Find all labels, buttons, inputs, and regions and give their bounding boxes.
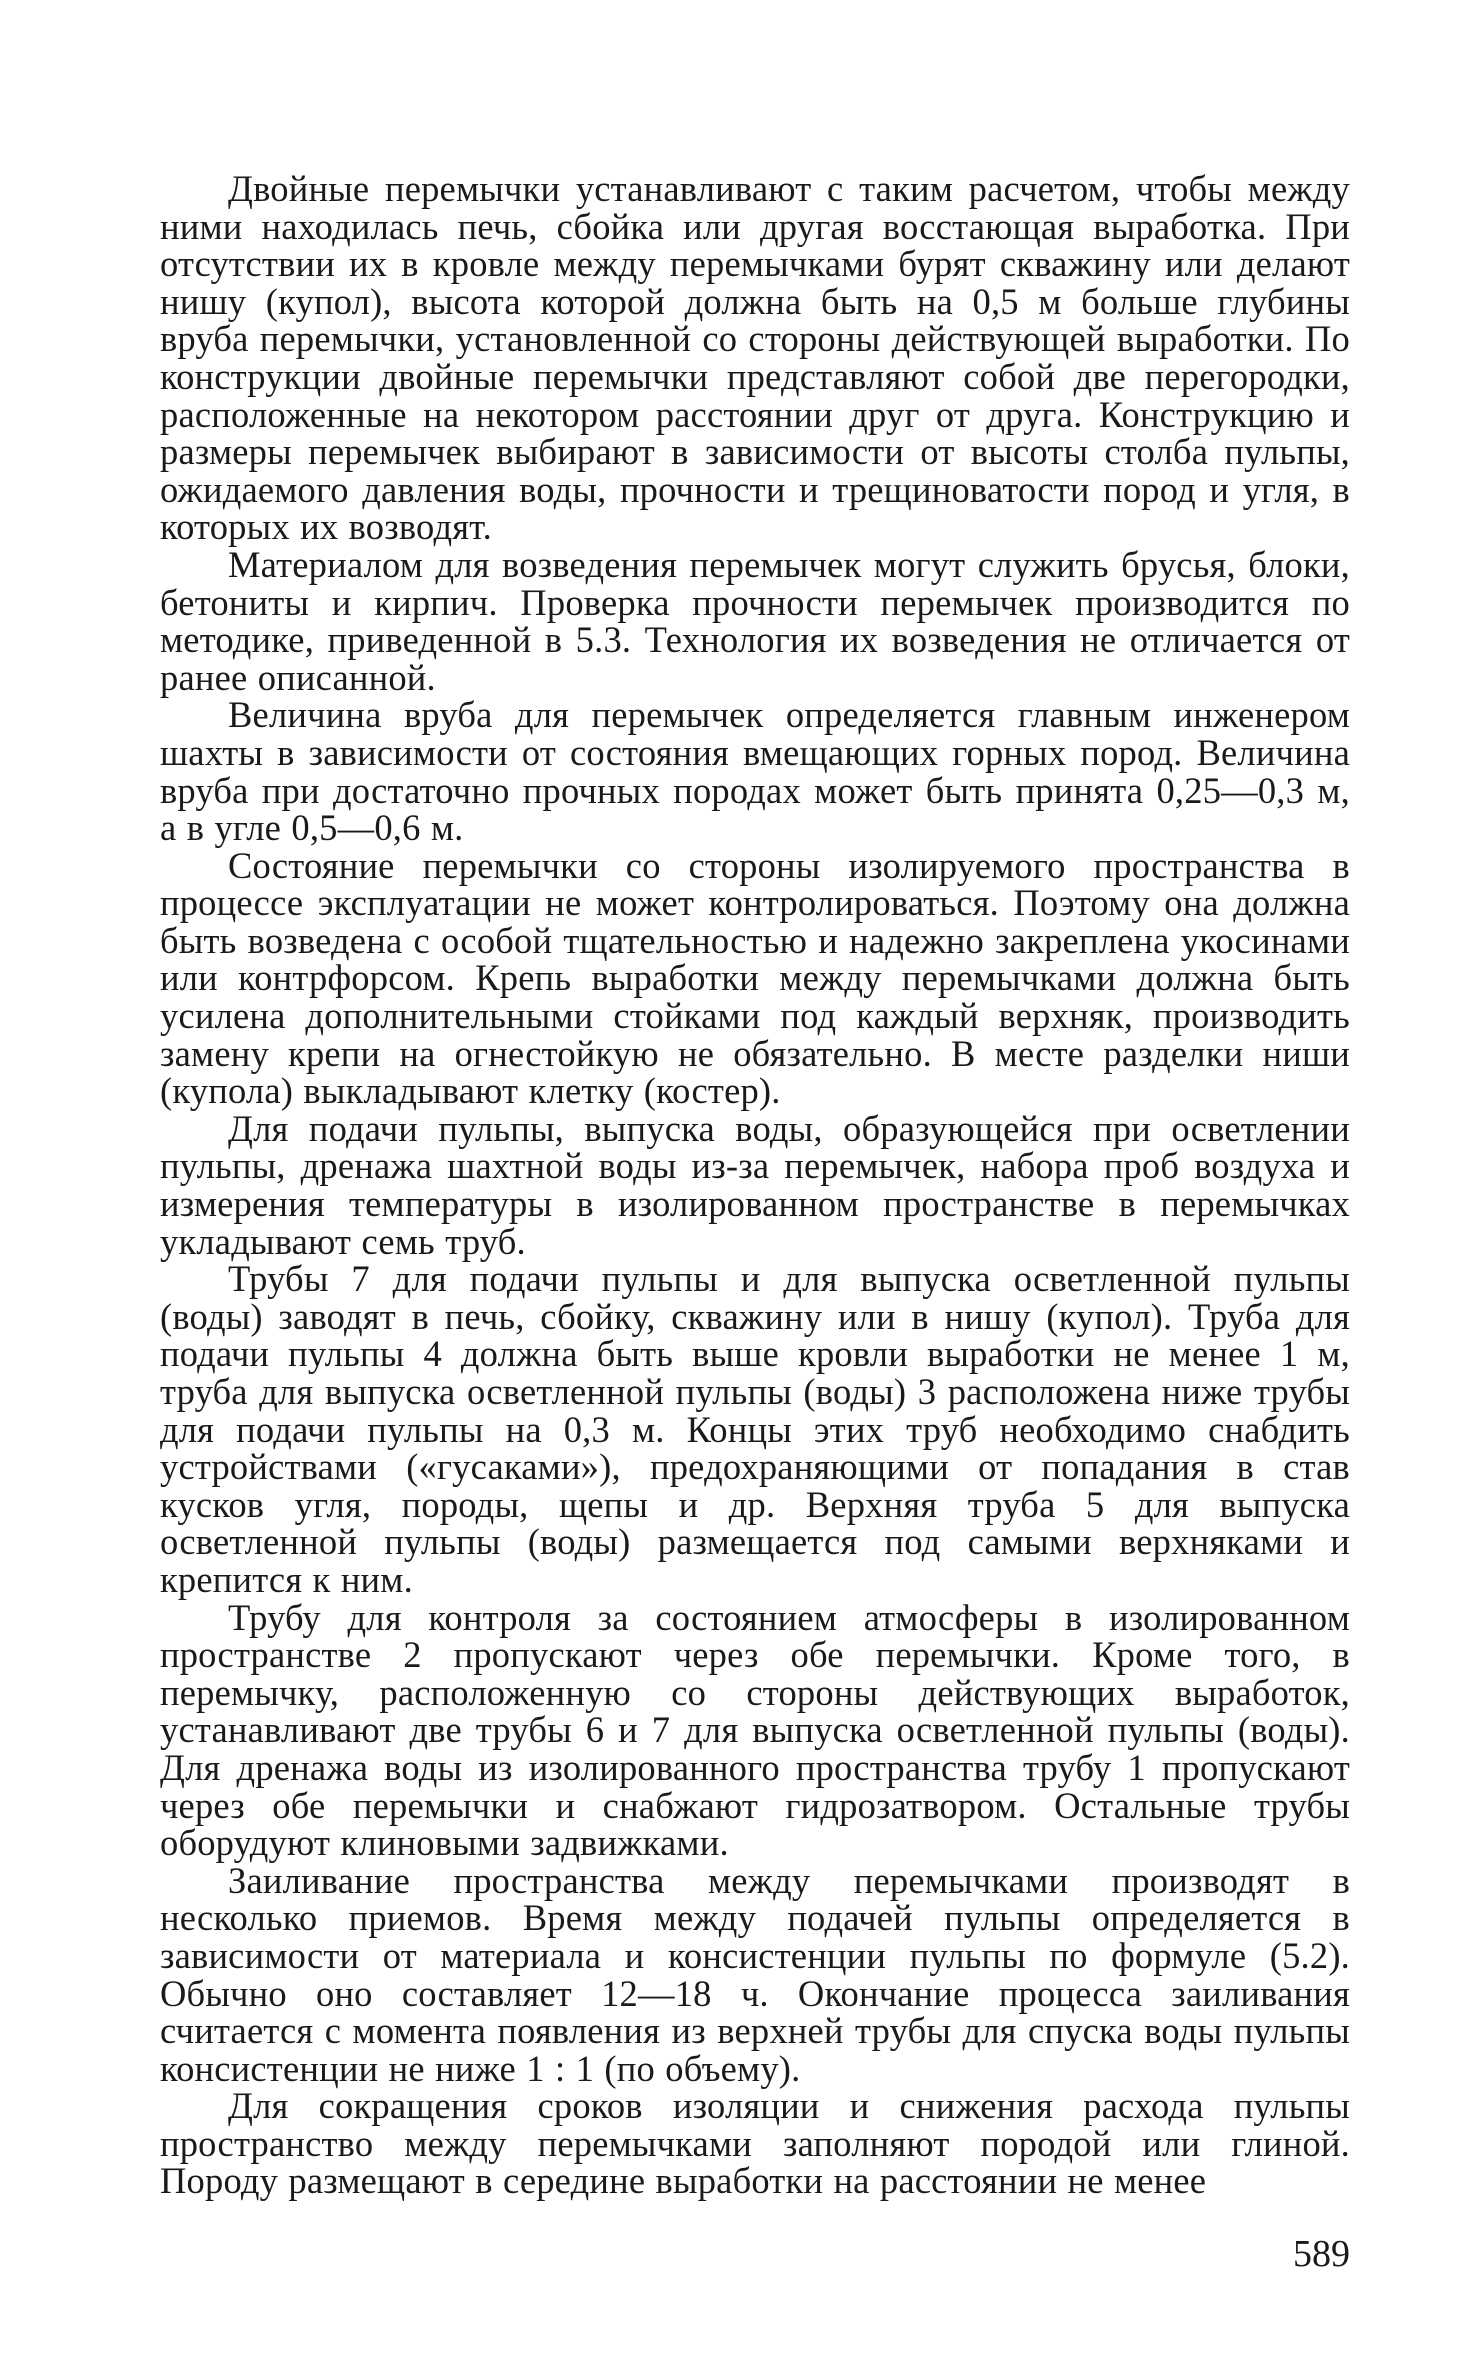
paragraph-seven-pipes: Для подачи пульпы, выпуска воды, образующейся при осветлении пульпы, дренажа шахтной воды из-за перемычек, набора проб воздуха и измерения температуры в изолированном пространстве в перемычках укладывают семь труб. [160,1107,1350,1262]
paragraph-double-bulkheads: Двойные перемычки устанавливают с таким расчетом, чтобы между ними находилась печь, сбойка или другая восстающая выработка. При отсутствии их в кровле между перемычками бурят скважину или делают нишу (купол), высота которой должна быть на 0,5 м больше глубины вруба перемычки, установленной со стороны действующей выработки. По конструкции двойные перемычки представляют собой две перегородки, расположенные на некотором расстоянии друг от друга. Конструкцию и размеры перемычек выбирают в зависимости от высоты столба пульпы, ожидаемого давления воды, прочности и трещиноватости пород и угля, в которых их возводят. [160,168,1350,548]
paragraph-bulkhead-condition: Состояние перемычки со стороны изолируемого пространства в процессе эксплуатации не может контролироваться. Поэтому она должна быть возведена с особой тщательностью и надежно закреплена укосинами или контрфорсом. Крепь выработки между перемычками должна быть усилена дополнительными стойками под каждый верхняк, производить замену крепи на огнестойкую не обязательно. В месте разделки ниши (купола) выкладывают клетку (костер). [160,844,1350,1112]
paragraph-materials: Материалом для возведения перемычек могут служить брусья, блоки, бетониты и кирпич. Проверка прочности перемычек производится по методике, приведенной в 5.3. Технология их возведения не отличается от ранее описанной. [160,543,1350,698]
paragraph-silting: Заиливание пространства между перемычками производят в несколько приемов. Время между подачей пульпы определяется в зависимости от материала и консистенции пульпы по формуле (5.2). Обычно оно составляет 12—18 ч. Окончание процесса заиливания считается с момента появления из верхней трубы для спуска воды пульпы консистенции не ниже 1 : 1 (по объему). [160,1859,1350,2089]
paragraph-atmosphere-pipe: Трубу для контроля за состоянием атмосферы в изолированном пространстве 2 пропускают через обе перемычки. Кроме того, в перемычку, расположенную со стороны действующих выработок, устанавливают две трубы 6 и 7 для выпуска осветленной пульпы (воды). Для дренажа воды из изолированного пространства трубу 1 пропускают через обе перемычки и снабжают гидрозатвором. Остальные трубы оборудуют клиновыми задвижками. [160,1596,1350,1864]
paragraph-cut-depth: Величина вруба для перемычек определяется главным инженером шахты в зависимости от состояния вмещающих горных пород. Величина вруба при достаточно прочных породах может быть принята 0,25—0,3 м, а в угле 0,5—0,6 м. [160,694,1350,849]
book-page [160,168,1350,2275]
page-number: 589 [1293,2233,1350,2275]
paragraph-pulp-pipes: Трубы 7 для подачи пульпы и для выпуска осветленной пульпы (воды) заводят в печь, сбойку, скважину или в нишу (купол). Труба для подачи пульпы 4 должна быть выше кровли выработки не менее 1 м, труба для выпуска осветленной пульпы (воды) 3 расположена ниже трубы для подачи пульпы на 0,3 м. Концы этих труб необходимо снабдить устройствами («гусаками»), предохраняющими от попадания в став кусков угля, породы, щепы и др. Верхняя труба 5 для выпуска осветленной пульпы (воды) размещается под самыми верхняками и крепится к ним. [160,1258,1350,1600]
body-text [160,170,1350,2200]
paragraph-rock-filling: Для сокращения сроков изоляции и снижения расхода пульпы пространство между перемычками заполняют породой или глиной. Породу размещают в середине выработки на расстоянии не менее [160,2085,1350,2202]
